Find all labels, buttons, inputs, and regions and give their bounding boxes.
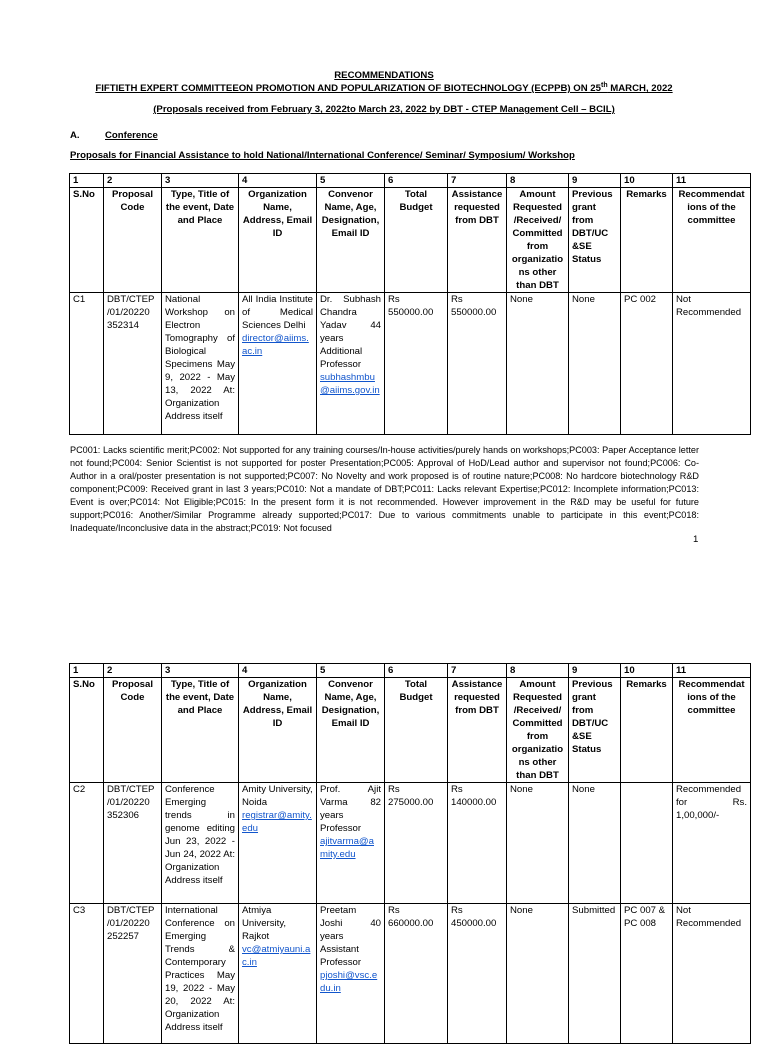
- row-assistance: Rs 550000.00: [448, 293, 507, 435]
- row-sno: C3: [70, 904, 104, 1044]
- header-organization: Organization Name, Address, Email ID: [239, 678, 317, 783]
- row-event: National Workshop on Electron Tomography of Biological Specimens May 9, 2022 - May 13, 2022 At: Organization Address itself: [162, 293, 239, 435]
- row-convenor: Prof. Ajit Varma 82 years Professor ajitvarma@amity.edu: [317, 783, 385, 904]
- row-recommendation: Recommended for Rs. 1,00,000/-: [673, 783, 751, 904]
- row-event: International Conference on Emerging Trends & Contemporary Practices May 19, 2022 - May 20, 2022 At: Organization Address itself: [162, 904, 239, 1044]
- proposals-table-page-1: [69, 173, 751, 435]
- column-number-row: 1 2 3 4 5 6 7 8 9 10 11: [70, 174, 751, 188]
- header-previous-grant: Previous grant from DBT/UC &SE Status: [569, 678, 621, 783]
- row-recommendation: Not Recommended: [673, 904, 751, 1044]
- row-recommendation: Not Recommended: [673, 293, 751, 435]
- header-sno: S.No: [70, 188, 104, 293]
- header-other-funding: Amount Requested /Received/ Committed from organizatio ns other than DBT: [507, 188, 569, 293]
- header-convenor: Convenor Name, Age, Designation, Email ID: [317, 678, 385, 783]
- row-assistance: Rs 450000.00: [448, 904, 507, 1044]
- row-previous-grant: None: [569, 783, 621, 904]
- section-heading: A. Conference: [70, 130, 158, 141]
- header-event: Type, Title of the event, Date and Place: [162, 678, 239, 783]
- header-organization: Organization Name, Address, Email ID: [239, 188, 317, 293]
- row-budget: Rs 660000.00: [385, 904, 448, 1044]
- row-other-funding: None: [507, 904, 569, 1044]
- header-total-budget: Total Budget: [385, 678, 448, 783]
- header-recommendation: Recommendat ions of the committee: [673, 188, 751, 293]
- header-assistance: Assistance requested from DBT: [448, 678, 507, 783]
- row-budget: Rs 550000.00: [385, 293, 448, 435]
- convenor-email-link[interactable]: subhashmbu@aiims.gov.in: [320, 372, 380, 396]
- row-event: Conference Emerging trends in genome editing Jun 23, 2022 - Jun 24, 2022 At: Organization Address itself: [162, 783, 239, 904]
- row-organization: Atmiya University, Rajkot vc@atmiyauni.ac.in: [239, 904, 317, 1044]
- row-previous-grant: None: [569, 293, 621, 435]
- header-total-budget: Total Budget: [385, 188, 448, 293]
- header-convenor: Convenor Name, Age, Designation, Email ID: [317, 188, 385, 293]
- org-email-link[interactable]: registrar@amity.edu: [242, 810, 312, 834]
- row-code: DBT/CTEP /01/20220 252257: [104, 904, 162, 1044]
- org-email-link[interactable]: vc@atmiyauni.ac.in: [242, 944, 311, 968]
- row-code: DBT/CTEP /01/20220 352314: [104, 293, 162, 435]
- section-subheading: Proposals for Financial Assistance to hold National/International Conference/ Seminar/ Symposium/ Workshop: [70, 150, 575, 161]
- org-email-link[interactable]: director@aiims.ac.in: [242, 333, 309, 357]
- convenor-email-link[interactable]: pjoshi@vsc.edu.in: [320, 970, 378, 994]
- header-event: Type, Title of the event, Date and Place: [162, 188, 239, 293]
- table-row: [70, 783, 751, 904]
- row-other-funding: None: [507, 293, 569, 435]
- row-organization: All India Institute of Medical Sciences Delhi director@aiims.ac.in: [239, 293, 317, 435]
- row-sno: C1: [70, 293, 104, 435]
- header-sno: S.No: [70, 678, 104, 783]
- table-row: [70, 904, 751, 1044]
- row-convenor: Dr. Subhash Chandra Yadav 44 years Additional Professor subhashmbu@aiims.gov.in: [317, 293, 385, 435]
- header-proposal-code: Proposal Code: [104, 188, 162, 293]
- column-number-row: 1 2 3 4 5 6 7 8 9 10 11: [70, 664, 751, 678]
- rejection-codes-legend: PC001: Lacks scientific merit;PC002: Not supported for any training courses/In-house activities/purely hands on workshops;PC003: Paper Acceptance letter not found;PC004: Senior Scientist is not supported for poster Presentation;PC005: Approval of HoD/Lead author and supervisor not found;PC006: Co-Author in a oral/poster presentation is not supported;PC007: No Novelty and work proposed is of routine nature;PC008: No hardcore biotechnology R&D component;PC009: Received grant in last 3 years;PC010: Not a mandate of DBT;PC011: Lacks relevant Expertise;PC012: Incomplete information;PC013: Event is over;PC014: Not Eligible;PC015: In the present form it is not recommended. However improvement in the R&D may be useful for future support;PC016: Another/Similar Programme already supported;PC017: Due to various commitments unable to participate in this event;PC018: Inadequate/Inconclusive data in the abstract;PC019: Not focused: [70, 445, 699, 533]
- page-number: 1: [693, 534, 699, 545]
- row-remarks: [621, 783, 673, 904]
- row-previous-grant: Submitted: [569, 904, 621, 1044]
- header-proposal-code: Proposal Code: [104, 678, 162, 783]
- meeting-title: FIFTIETH EXPERT COMMITTEEON PROMOTION AND POPULARIZATION OF BIOTECHNOLOGY (ECPPB) ON 25th MARCH, 2022: [95, 81, 673, 94]
- table-row: [70, 293, 751, 435]
- row-convenor: Preetam Joshi 40 years Assistant Professor pjoshi@vsc.edu.in: [317, 904, 385, 1044]
- header-assistance: Assistance requested from DBT: [448, 188, 507, 293]
- row-organization: Amity University, Noida registrar@amity.edu: [239, 783, 317, 904]
- row-assistance: Rs 140000.00: [448, 783, 507, 904]
- proposals-received-note: (Proposals received from February 3, 2022to March 23, 2022 by DBT - CTEP Management Cell – BCIL): [153, 104, 615, 115]
- header-recommendation: Recommendat ions of the committee: [673, 678, 751, 783]
- row-code: DBT/CTEP /01/20220 352306: [104, 783, 162, 904]
- document-title: RECOMMENDATIONS: [334, 70, 434, 81]
- header-remarks: Remarks: [621, 188, 673, 293]
- row-other-funding: None: [507, 783, 569, 904]
- column-header-row: [70, 678, 751, 783]
- header-other-funding: Amount Requested /Received/ Committed from organizatio ns other than DBT: [507, 678, 569, 783]
- row-remarks: PC 007 & PC 008: [621, 904, 673, 1044]
- row-budget: Rs 275000.00: [385, 783, 448, 904]
- convenor-email-link[interactable]: ajitvarma@amity.edu: [320, 836, 374, 860]
- proposals-table-page-2: [69, 663, 751, 1044]
- header-previous-grant: Previous grant from DBT/UC &SE Status: [569, 188, 621, 293]
- header-remarks: Remarks: [621, 678, 673, 783]
- column-header-row: [70, 188, 751, 293]
- row-sno: C2: [70, 783, 104, 904]
- row-remarks: PC 002: [621, 293, 673, 435]
